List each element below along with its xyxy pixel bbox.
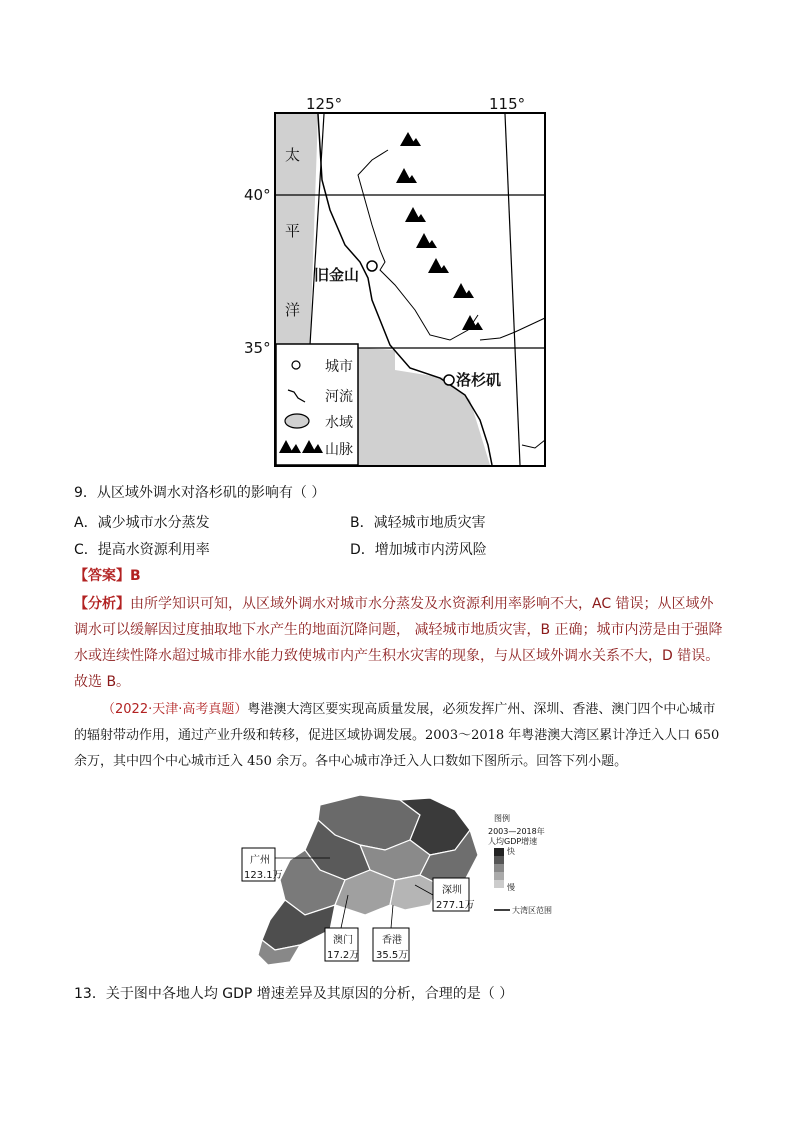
lat-label-40: 40°	[244, 186, 271, 204]
map2-legend-title: 图例	[494, 814, 510, 823]
ocean-label-3: 洋	[285, 301, 301, 319]
san-francisco-label: 旧金山	[314, 266, 360, 284]
hongkong-value: 35.5万	[376, 950, 409, 961]
ocean-label-1: 太	[285, 146, 301, 164]
q9-option-d: D．增加城市内涝风险	[350, 542, 487, 558]
map2-legend-sub2: 人均GDP增速	[488, 837, 538, 846]
analysis-text: 由所学知识可知，从区域外调水对城市水分蒸发及水资源利用率影响不大，AC 错误；从区域外调水可以缓解因过度抽取地下水产生的地面沉降问题， 减轻城市地质灾害，B 正确；城市内涝是由于强降水或连续性降水超过城市排水能力致使城市内产生积水灾害的现象，与从区域外调水关系不大，D 错误。故选 B。	[74, 596, 723, 690]
macau-name: 澳门	[333, 935, 353, 946]
q9-analysis	[74, 591, 724, 695]
lat-label-35: 35°	[244, 339, 271, 357]
q9-option-b: B．减轻城市地质灾害	[350, 515, 486, 531]
lon-label-115: 115°	[489, 95, 526, 113]
legend-river-label: 河流	[325, 389, 353, 405]
gdp-growth-legend	[494, 848, 510, 910]
q9-stem: 9．从区域外调水对洛杉矶的影响有（ ）	[74, 485, 326, 501]
map2-legend-sub1: 2003—2018年	[488, 827, 545, 836]
q9-option-c: C．提高水资源利用率	[74, 542, 210, 558]
ocean-label-2: 平	[285, 222, 301, 240]
q9-option-a: A．减少城市水分蒸发	[74, 515, 210, 531]
los-angeles-label: 洛杉矶	[456, 371, 502, 389]
map2-legend-boundary: 大湾区范围	[512, 906, 552, 915]
los-angeles-marker	[444, 375, 454, 385]
answer-label: 【答案】	[74, 568, 130, 584]
legend-water-label: 水域	[325, 415, 353, 431]
intro-source: （2022·天津·高考真题）	[102, 702, 248, 717]
shenzhen-value: 277.1万	[436, 900, 475, 911]
q9-answer	[74, 565, 141, 585]
macau-value: 17.2万	[327, 950, 360, 961]
analysis-label: 【分析】	[74, 596, 130, 612]
intro-paragraph	[74, 697, 724, 775]
san-francisco-marker	[367, 261, 377, 271]
guangzhou-value: 123.1万	[244, 870, 283, 881]
q13-stem: 13．关于图中各地人均 GDP 增速差异及其原因的分析，合理的是（ ）	[74, 986, 514, 1002]
map2-legend-fast: 快	[507, 847, 515, 856]
intro-text: 粤港澳大湾区要实现高质量发展，必须发挥广州、深圳、香港、澳门四个中心城市的辐射带动作用，通过产业升级和转移，促进区域协调发展。2003～2018 年粤港澳大湾区累计净迁入人口 650 余万，其中四个中心城市迁入 450 余万。各中心城市净迁入人口数如下图所示。回答下列小题。	[74, 702, 720, 769]
lon-label-125: 125°	[306, 95, 343, 113]
legend-city-label: 城市	[325, 359, 353, 375]
hongkong-name: 香港	[382, 935, 402, 946]
shenzhen-name: 深圳	[442, 885, 462, 896]
answer-value: B	[130, 568, 141, 584]
map2-legend-slow: 慢	[507, 883, 515, 892]
guangzhou-name: 广州	[250, 855, 270, 866]
legend-mountain-label: 山脉	[325, 442, 353, 458]
